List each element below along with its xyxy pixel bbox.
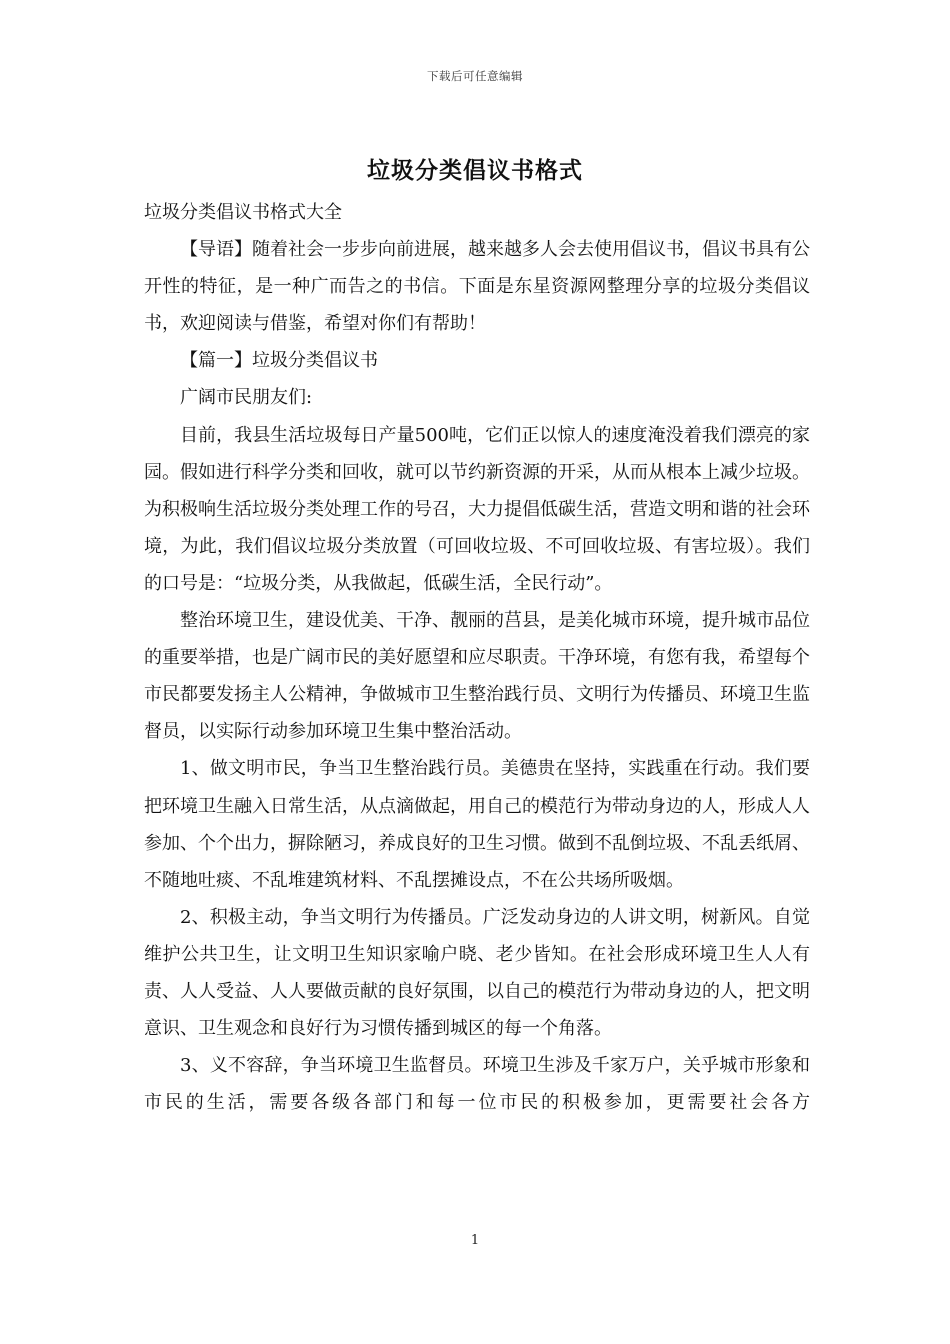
body-paragraph: 2、积极主动，争当文明行为传播员。广泛发动身边的人讲文明，树新风。自觉维护公共卫生，让文明卫生知识家喻户晓、老少皆知。在社会形成环境卫生人人有责、人人受益、人人要做贡献的良好氛围，以自己的模范行为带动身边的人，把文明意识、卫生观念和良好行为习惯传播到城区的每一个角落。 xyxy=(144,906,810,1040)
document-title: 垃圾分类倡议书格式 xyxy=(367,157,583,184)
body-paragraph: 1、做文明市民，争当卫生整治践行员。美德贵在坚持，实践重在行动。我们要把环境卫生融入日常生活，从点滴做起，用自己的模范行为带动身边的人，形成人人参加、个个出力，摒除陋习，养成良好的卫生习惯。做到不乱倒垃圾、不乱丢纸屑、不随地吐痰、不乱堆建筑材料、不乱摆摊设点，不在公共场所吸烟。 xyxy=(144,758,810,891)
page-number: 1 xyxy=(470,1233,480,1248)
salutation: 广阔市民朋友们: xyxy=(180,387,313,409)
body-paragraph: 整治环境卫生，建设优美、干净、靓丽的莒县，是美化城市环境，提升城市品位的重要举措，也是广阔市民的美好愿望和应尽职责。干净环境，有您有我，希望每个市民都要发扬主人公精神，争做城市卫生整治践行员、文明行为传播员、环境卫生监督员，以实际行动参加环境卫生集中整治活动。 xyxy=(144,610,810,743)
document-subtitle: 垃圾分类倡议书格式大全 xyxy=(144,202,342,223)
body-paragraph: 3、义不容辞，争当环境卫生监督员。环境卫生涉及千家万户，关乎城市形象和市民的生活，需要各级各部门和每一位市民的积极参加，更需要社会各方 xyxy=(144,1055,810,1114)
intro-paragraph: 【导语】随着社会一步步向前进展，越来越多人会去使用倡议书，倡议书具有公开性的特征，是一种广而告之的书信。下面是东星资源网整理分享的垃圾分类倡议书，欢迎阅读与借鉴，希望对你们有帮助！ xyxy=(144,239,810,335)
body-paragraph: 目前，我县生活垃圾每日产量500吨，它们正以惊人的速度淹没着我们漂亮的家园。假如进行科学分类和回收，就可以节约新资源的开采，从而从根本上减少垃圾。为积极响生活垃圾分类处理工作的号召，大力提倡低碳生活，营造文明和谐的社会环境，为此，我们倡议垃圾分类放置（可回收垃圾、不可回收垃圾、有害垃圾）。我们的口号是：“垃圾分类，从我做起，低碳生活，全民行动”。 xyxy=(144,424,810,594)
page-header-note: 下载后可任意编辑 xyxy=(427,69,523,83)
document-body xyxy=(144,194,810,1121)
section-heading: 【篇一】垃圾分类倡议书 xyxy=(180,350,378,372)
